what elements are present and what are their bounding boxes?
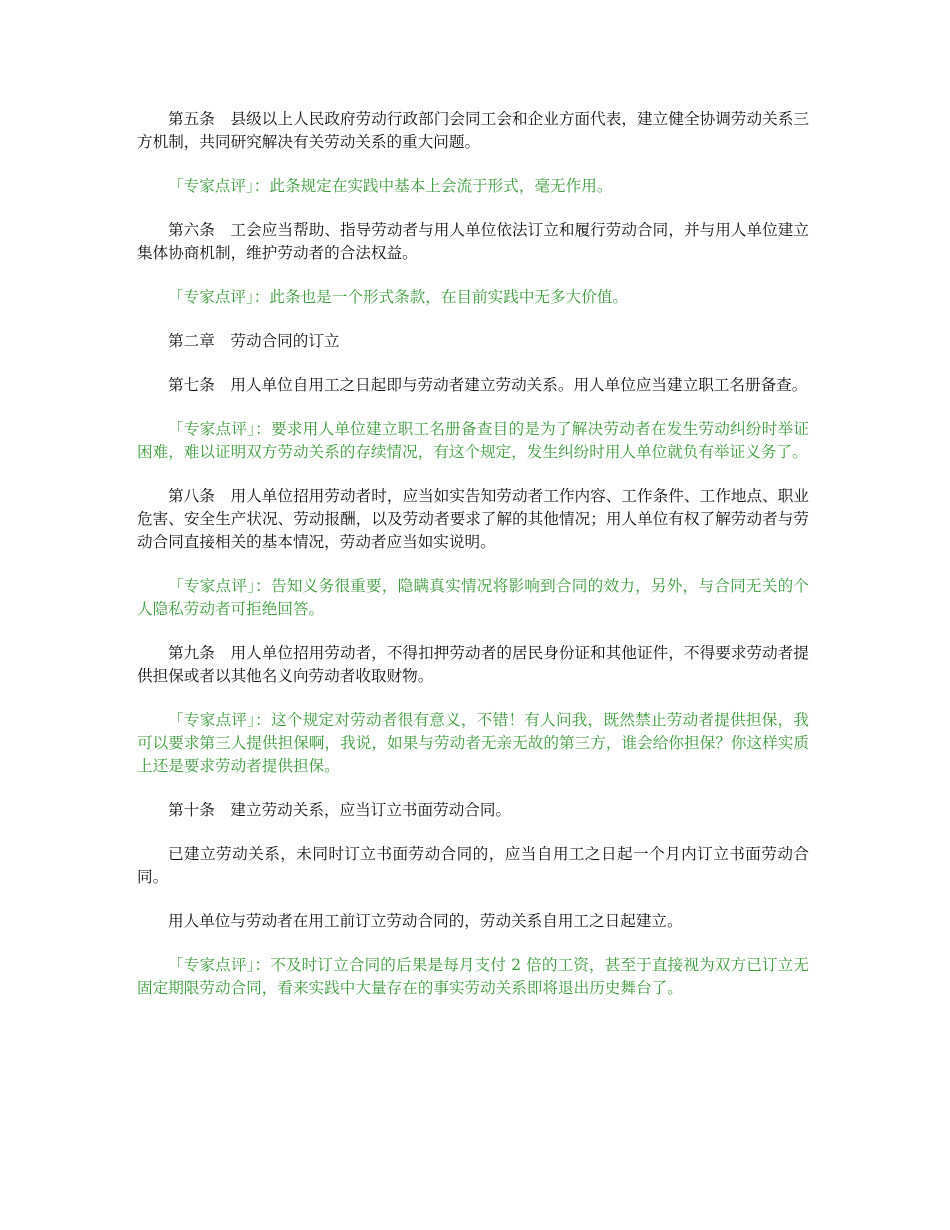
article-10: 第十条 建立劳动关系，应当订立书面劳动合同。 [168, 801, 512, 819]
expert-comment-8: 「专家点评」：告知义务很重要，隐瞒真实情况将影响到合同的效力，另外，与合同无关的个人隐私劳动者可拒绝回答。 [137, 577, 809, 618]
article-8: 第八条 用人单位招用劳动者时，应当如实告知劳动者工作内容、工作条件、工作地点、职业危害、安全生产状况、劳动报酬，以及劳动者要求了解的其他情况；用人单位有权了解劳动者与劳动合同直接相关的基本情况，劳动者应当如实说明。 [137, 487, 809, 551]
article-10-clause-3: 用人单位与劳动者在用工前订立劳动合同的，劳动关系自用工之日起建立。 [168, 912, 683, 930]
expert-comment-7: 「专家点评」：要求用人单位建立职工名册备查目的是为了解决劳动者在发生劳动纠纷时举证困难，难以证明双方劳动关系的存续情况，有这个规定，发生纠纷时用人单位就负有举证义务了。 [137, 420, 809, 461]
article-9: 第九条 用人单位招用劳动者，不得扣押劳动者的居民身份证和其他证件，不得要求劳动者提供担保或者以其他名义向劳动者收取财物。 [137, 644, 809, 685]
article-10-clause-2: 已建立劳动关系，未同时订立书面劳动合同的，应当自用工之日起一个月内订立书面劳动合同。 [137, 845, 809, 886]
article-6: 第六条 工会应当帮助、指导劳动者与用人单位依法订立和履行劳动合同，并与用人单位建立集体协商机制，维护劳动者的合法权益。 [137, 221, 809, 262]
article-5: 第五条 县级以上人民政府劳动行政部门会同工会和企业方面代表，建立健全协调劳动关系三方机制，共同研究解决有关劳动关系的重大问题。 [137, 110, 809, 151]
expert-comment-5: 「专家点评」：此条规定在实践中基本上会流于形式，毫无作用。 [168, 177, 613, 195]
expert-comment-9: 「专家点评」：这个规定对劳动者很有意义，不错！有人问我，既然禁止劳动者提供担保，我可以要求第三人提供担保啊，我说，如果与劳动者无亲无故的第三方，谁会给你担保？你这样实质上还是要求劳动者提供担保。 [137, 711, 809, 775]
chapter-heading: 第二章 劳动合同的订立 [168, 332, 340, 350]
expert-comment-6: 「专家点评」：此条也是一个形式条款，在目前实践中无多大价值。 [168, 288, 629, 306]
expert-comment-10: 「专家点评」：不及时订立合同的后果是每月支付 2 倍的工资，甚至于直接视为双方已订立无固定期限劳动合同，看来实践中大量存在的事实劳动关系即将退出历史舞台了。 [137, 956, 809, 997]
article-7: 第七条 用人单位自用工之日起即与劳动者建立劳动关系。用人单位应当建立职工名册备查。 [168, 376, 808, 394]
document-body [137, 108, 809, 1021]
